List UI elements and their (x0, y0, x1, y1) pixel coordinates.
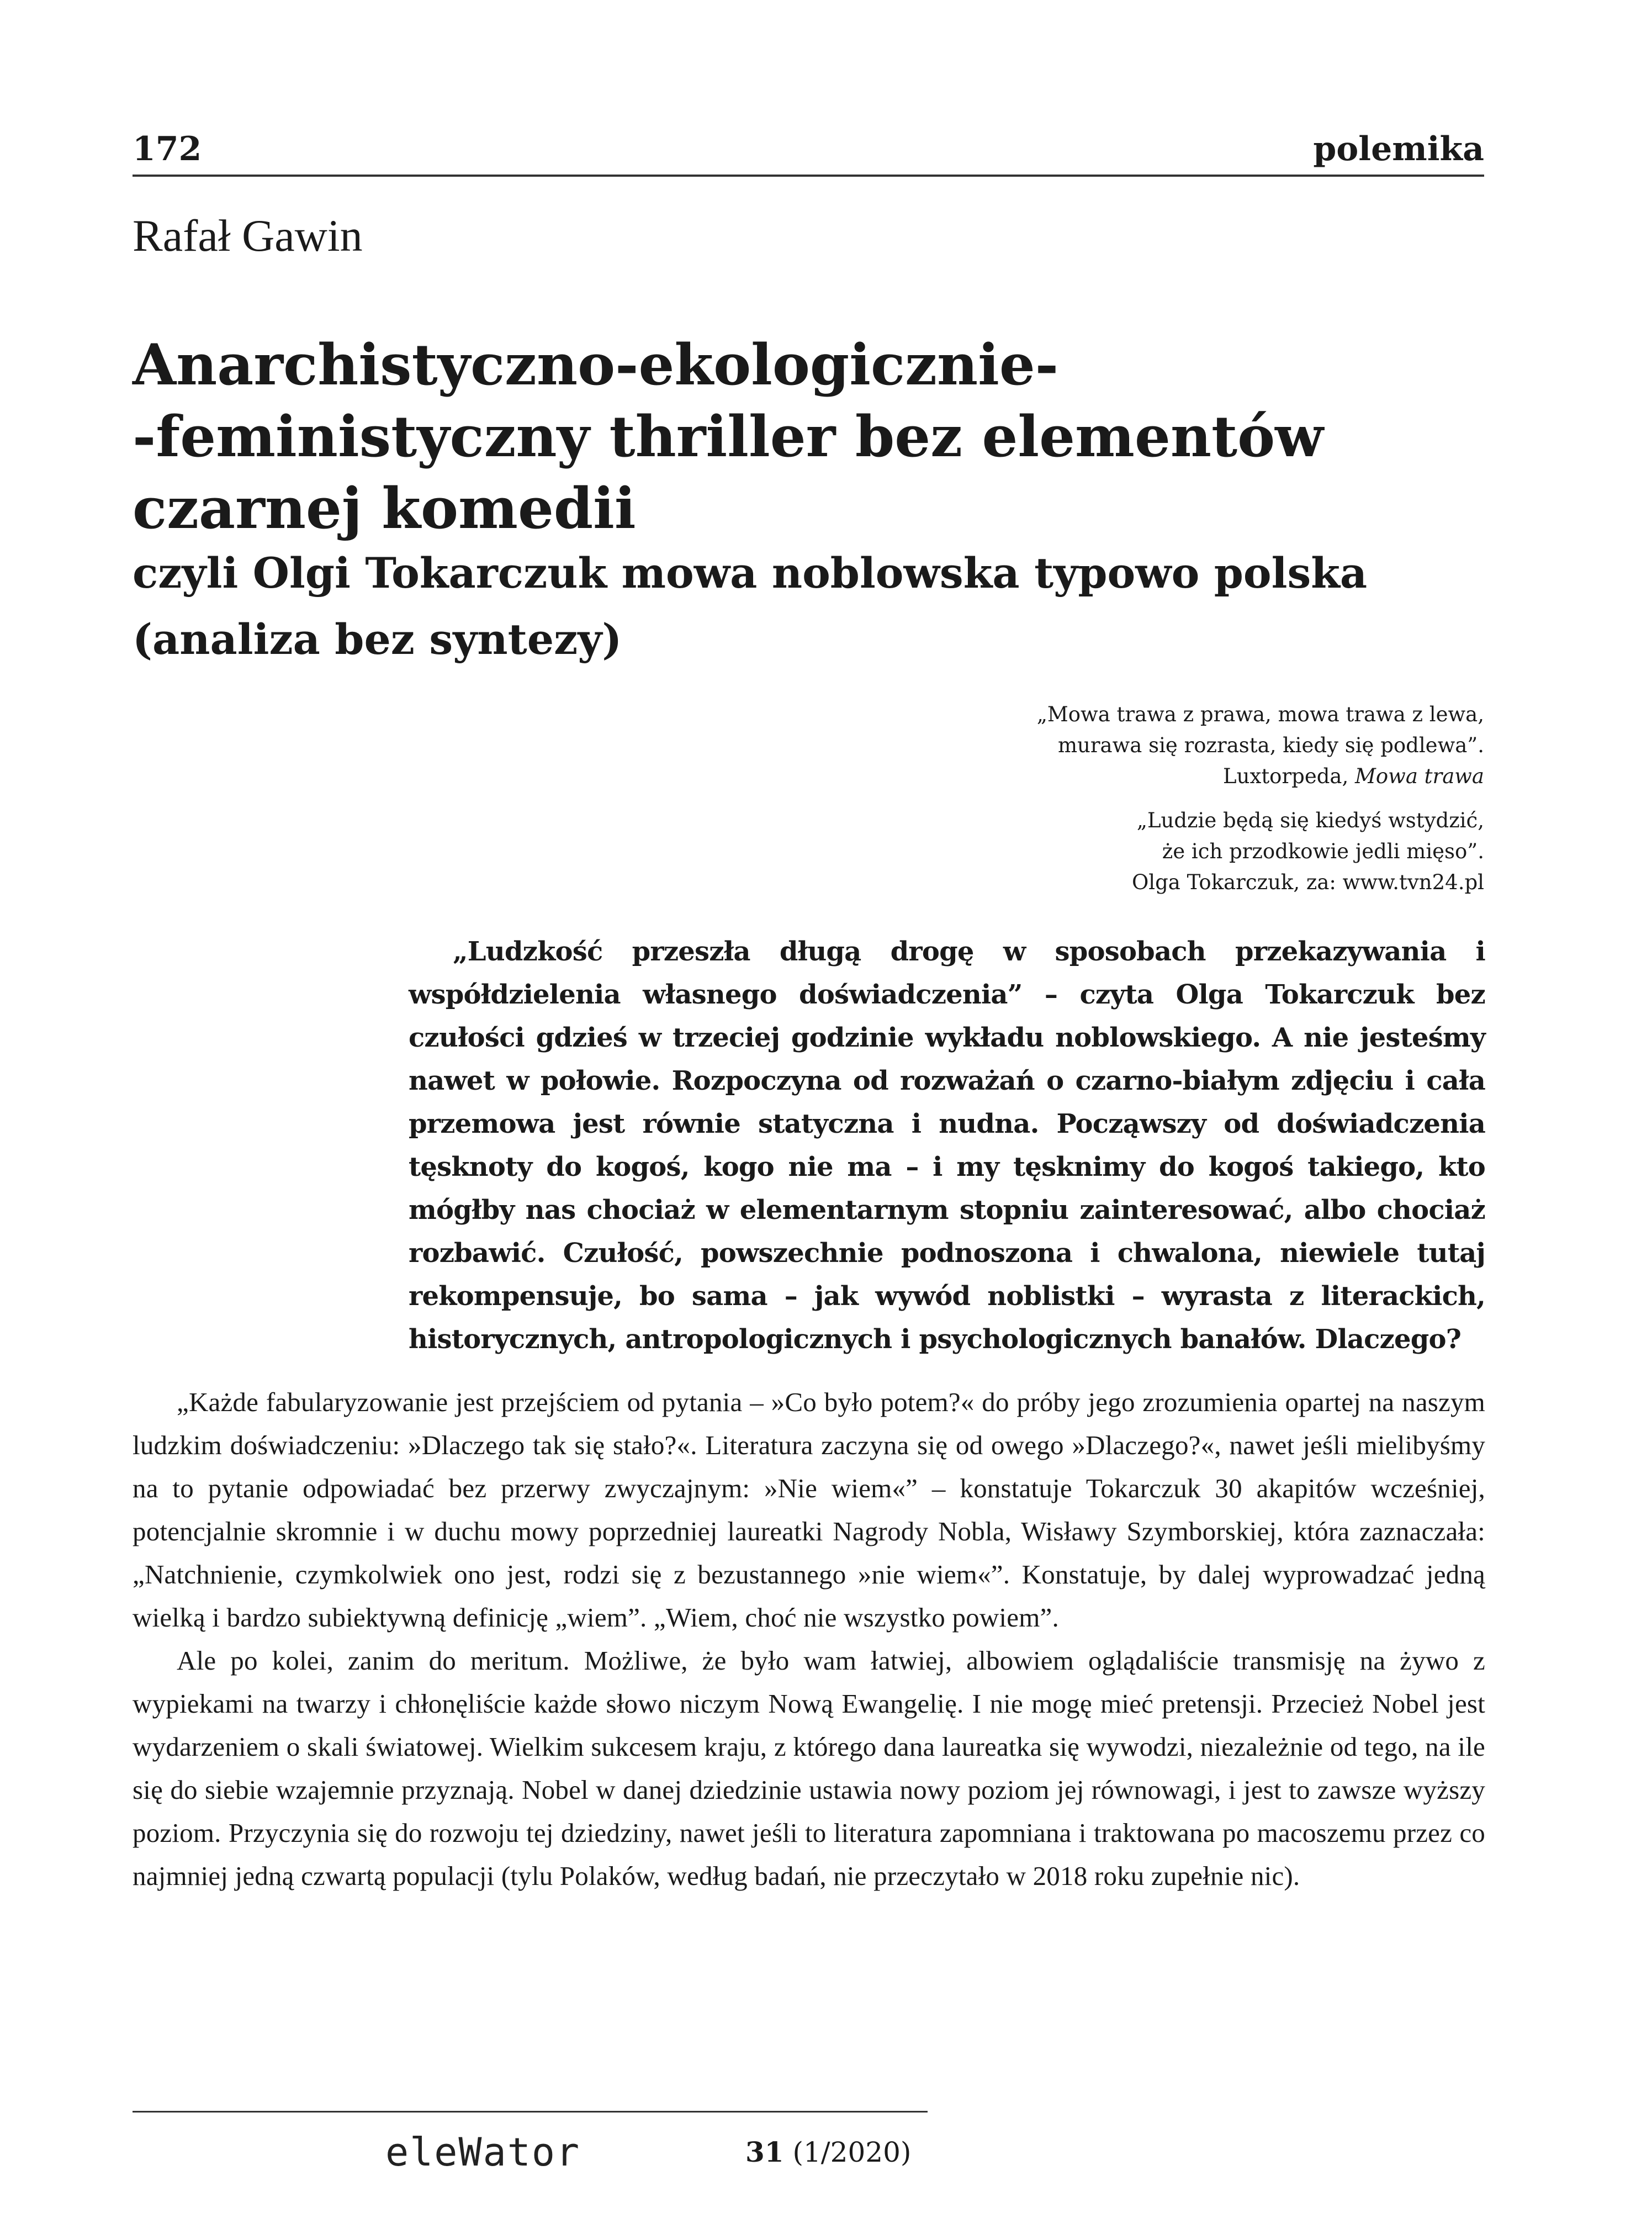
title-line: czarnej komedii (133, 476, 636, 542)
epigraph-source: Olga Tokarczuk, za: www.tvn24.pl (1131, 870, 1484, 894)
article-body (133, 1381, 1485, 1898)
epigraph (1132, 805, 1484, 898)
author-name: Rafał Gawin (133, 210, 363, 261)
title-line: Anarchistyczno-ekologicznie- (133, 332, 1059, 398)
epigraph-line: że ich przodkowie jedli mięso”. (1162, 839, 1484, 863)
section-label: polemika (1313, 130, 1484, 168)
epigraph-line: murawa się rozrasta, kiedy się podlewa”. (1057, 733, 1484, 757)
epigraph-line: „Ludzie będą się kiedyś wstydzić, (1136, 809, 1484, 832)
issue-number: 31 (745, 2136, 784, 2168)
title-line: -feministyczny thriller bez elementów (133, 404, 1323, 470)
lead-paragraph: „Ludzkość przeszła długą drogę w sposobach przekazywania i współdzielenia własnego doświadczenia” – czyta Olga Tokarczuk bez czułości gdzieś w trzeciej godzinie wykładu noblowskiego. A nie jesteśmy nawet w połowie. Rozpoczyna od rozważań o czarno-białym zdjęciu i cała przemowa jest równie statyczna i nudna. Począwszy od doświadczenia tęsknoty do kogoś, kogo nie ma – i my tęsknimy do kogoś takiego, kto mógłby nas chociaż w elementarnym stopniu zainteresować, albo chociaż rozbawić. Czułość, powszechnie podnoszona i chwalona, niewiele tutaj rekompensuje, bo sama – jak wywód noblistki – wyrasta z literackich, historycznych, antropologicznych i psychologicznych banałów. Dlaczego? (409, 936, 1485, 1355)
subtitle-line: czyli Olgi Tokarczuk mowa noblowska typowo polska (133, 548, 1368, 598)
page-number: 172 (133, 130, 202, 168)
magazine-logo: eleWator (385, 2130, 581, 2175)
footer-rule (133, 2111, 928, 2113)
article-subtitle (133, 540, 1484, 673)
issue-year: (1/2020) (783, 2136, 912, 2168)
issue-info (745, 2138, 911, 2166)
epigraph-source-author: Luxtorpeda, (1223, 764, 1355, 788)
epigraph-line: „Mowa trawa z prawa, mowa trawa z lewa, (1036, 703, 1484, 726)
header-rule (133, 175, 1484, 177)
body-paragraph: Ale po kolei, zanim do meritum. Możliwe, że było wam łatwiej, albowiem oglądaliście transmisję na żywo z wypiekami na twarzy i chłonęliście każde słowo niczym Nową Ewangelię. I nie mogę mieć pretensji. Przecież Nobel jest wydarzeniem o skali światowej. Wielkim sukcesem kraju, z którego dana laureatka się wywodzi, niezależnie od tego, na ile się do siebie wzajemnie przyznają. Nobel w danej dziedzinie ustawia nowy poziom jej równowagi, i jest to zawsze wyższy poziom. Przyczynia się do rozwoju tej dziedziny, nawet jeśli to literatura zapomniana i traktowana po macoszemu przez co najmniej jedną czwartą populacji (tylu Polaków, według badań, nie przeczytało w 2018 roku zupełnie nic). (133, 1645, 1485, 1891)
epigraph (1037, 699, 1484, 792)
epigraph-source (1037, 761, 1484, 792)
subtitle-line: (analiza bez syntezy) (133, 615, 622, 664)
body-paragraph: „Każde fabularyzowanie jest przejściem od pytania – »Co było potem?« do próby jego zrozumienia opartej na naszym ludzkim doświadczeniu: »Dlaczego tak się stało?«. Literatura zaczyna się od owego »Dlaczego?«, nawet jeśli mielibyśmy na to pytanie odpowiadać bez przerwy zwyczajnym: »Nie wiem«” – konstatuje Tokarczuk 30 akapitów wcześniej, potencjalnie skromnie i w duchu mowy poprzedniej laureatki Nagrody Nobla, Wisławy Szymborskiej, która zaznaczała: „Natchnienie, czymkolwiek ono jest, rodzi się z bezustannego »nie wiem«”. Konstatuje, by dalej wyprowadzać jedną wielką i bardzo subiektywną definicję „wiem”. „Wiem, choć nie wszystko powiem”. (133, 1387, 1485, 1633)
epigraph-source-title: Mowa trawa (1355, 764, 1484, 788)
article-title (133, 329, 1484, 673)
